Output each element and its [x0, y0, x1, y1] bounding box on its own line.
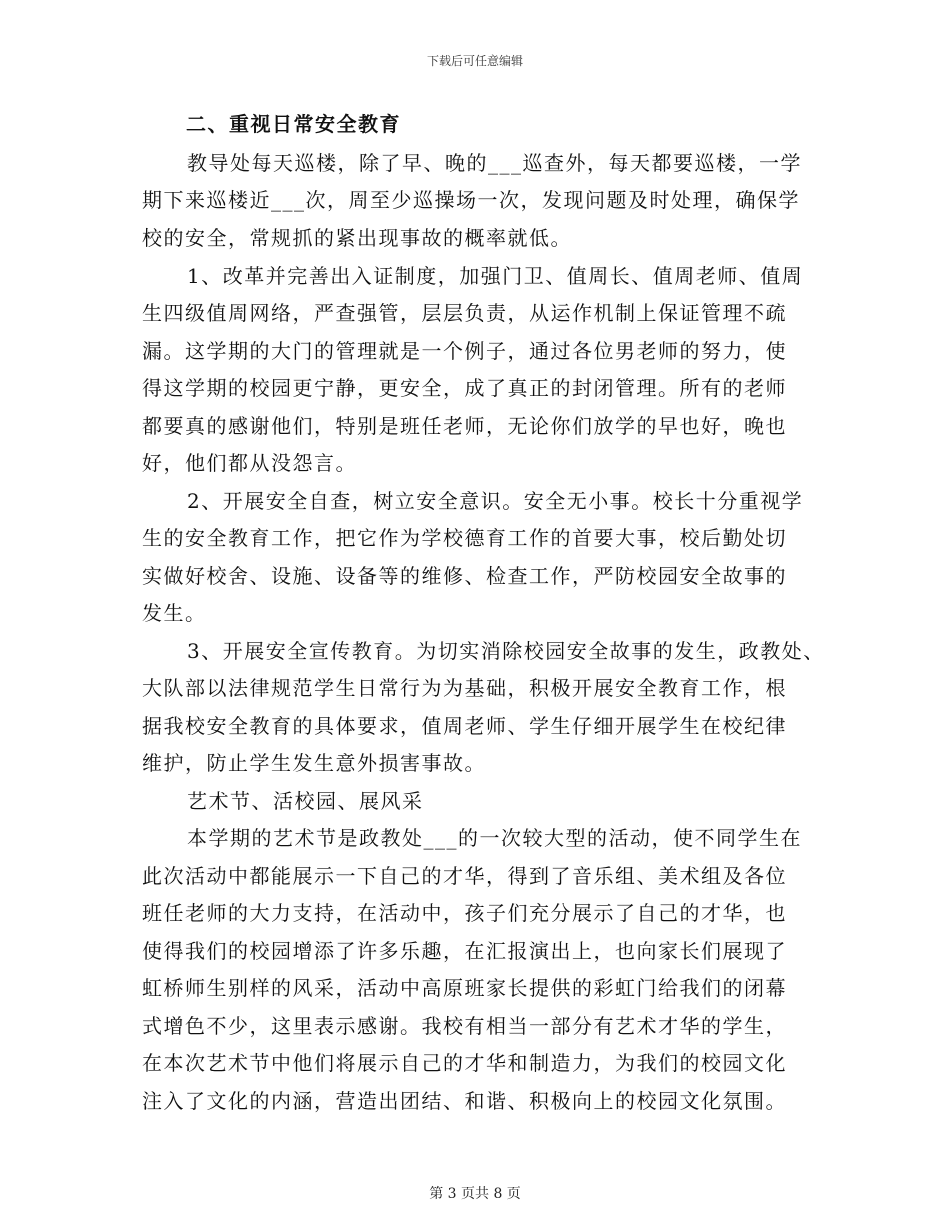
paragraph-line: 使得我们的校园增添了许多乐趣，在汇报演出上，也向家长们展现了	[142, 939, 787, 963]
section-heading: 二、重视日常安全教育	[186, 112, 401, 136]
paragraph-line: 维护，防止学生发生意外损害事故。	[142, 751, 486, 775]
paragraph-line: 式增色不少，这里表示感谢。我校有相当一部分有艺术才华的学生，	[142, 1014, 787, 1038]
paragraph-line: 注入了文化的内涵，营造出团结、和谐、积极向上的校园文化氛围。	[142, 1089, 787, 1113]
paragraph-line: 教导处每天巡楼，除了早、晚的___巡查外，每天都要巡楼，一学	[187, 151, 802, 175]
paragraph-line: 2、开展安全自查，树立安全意识。安全无小事。校长十分重视学	[187, 489, 804, 513]
paragraph-line: 班任老师的大力支持，在活动中，孩子们充分展示了自己的才华，也	[142, 901, 787, 925]
paragraph-line: 虹桥师生别样的风采，活动中高原班家长提供的彩虹门给我们的闭幕	[142, 976, 787, 1000]
paragraph-line: 此次活动中都能展示一下自己的才华，得到了音乐组、美术组及各位	[142, 864, 787, 888]
paragraph-line: 校的安全，常规抓的紧出现事故的概率就低。	[142, 226, 572, 250]
paragraph-line: 好，他们都从没怨言。	[142, 451, 357, 475]
subsection-title: 艺术节、活校园、展风采	[187, 789, 424, 813]
paragraph-line: 大队部以法律规范学生日常行为为基础，积极开展安全教育工作，根	[142, 676, 787, 700]
page-number: 第 3 页共 8 页	[429, 1186, 521, 1202]
paragraph-line: 得这学期的校园更宁静，更安全，成了真正的封闭管理。所有的老师	[142, 376, 787, 400]
paragraph-line: 漏。这学期的大门的管理就是一个例子，通过各位男老师的努力，使	[142, 339, 787, 363]
paragraph-line: 3、开展安全宣传教育。为切实消除校园安全故事的发生，政教处、	[187, 639, 825, 663]
paragraph-line: 生的安全教育工作，把它作为学校德育工作的首要大事，校后勤处切	[142, 526, 787, 550]
paragraph-line: 本学期的艺术节是政教处___的一次较大型的活动，使不同学生在	[187, 826, 802, 850]
paragraph-line: 都要真的感谢他们，特别是班任老师，无论你们放学的早也好，晚也	[142, 414, 787, 438]
paragraph-line: 期下来巡楼近___次，周至少巡操场一次，发现问题及时处理，确保学	[142, 188, 800, 212]
paragraph-line: 生四级值周网络，严查强管，层层负责，从运作机制上保证管理不疏	[142, 301, 787, 325]
paragraph-line: 实做好校舍、设施、设备等的维修、检查工作，严防校园安全故事的	[142, 564, 787, 588]
paragraph-line: 据我校安全教育的具体要求，值周老师、学生仔细开展学生在校纪律	[142, 714, 787, 738]
paragraph-line: 发生。	[142, 601, 207, 625]
page-header: 下载后可任意编辑	[426, 54, 523, 68]
paragraph-line: 在本次艺术节中他们将展示自己的才华和制造力，为我们的校园文化	[142, 1051, 787, 1075]
paragraph-line: 1、改革并完善出入证制度，加强门卫、值周长、值周老师、值周	[187, 264, 804, 288]
